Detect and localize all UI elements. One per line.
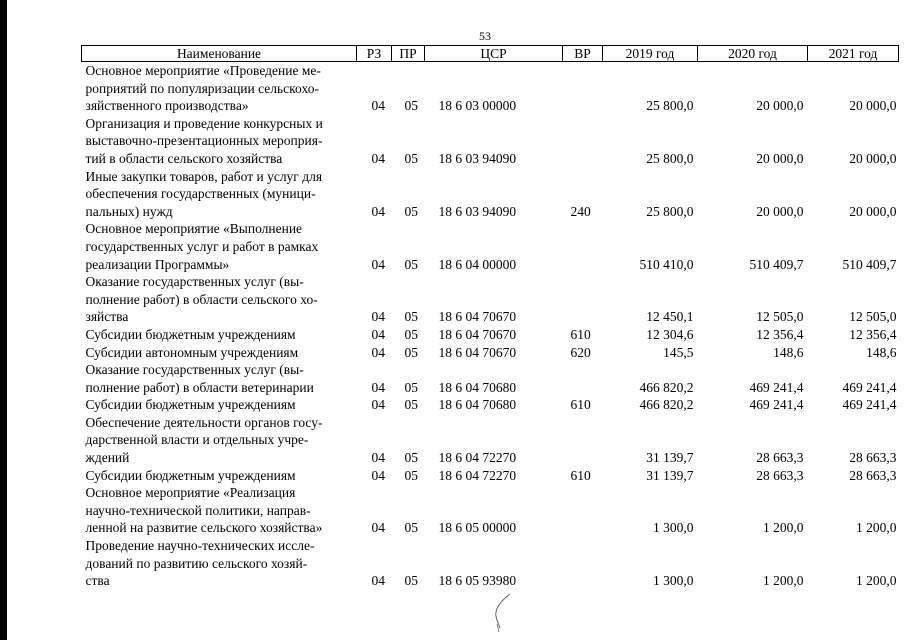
cell-name: Основное мероприятие «Реализация научно-технической политики, направ- ленной на развитие сельского хозяйства» bbox=[85, 485, 323, 536]
cell-2021: 148,6 bbox=[866, 344, 897, 360]
cell-2021: 1 200,0 bbox=[856, 520, 897, 536]
cell-name: Субсидии бюджетным учреждениям bbox=[85, 326, 296, 342]
cell-2019: 466 820,2 bbox=[639, 397, 694, 413]
cell-2019: 12 304,6 bbox=[646, 326, 694, 342]
cell-2020: 28 663,3 bbox=[756, 450, 804, 466]
cell-vr bbox=[563, 220, 603, 273]
cell-rz: 04 bbox=[371, 520, 385, 536]
cell-2020: 12 505,0 bbox=[756, 309, 804, 325]
table-row bbox=[82, 220, 899, 273]
cell-name: Проведение научно-технических иссле- дований по развитию сельского хозяй- ства bbox=[85, 538, 315, 589]
cell-2020: 469 241,4 bbox=[749, 397, 804, 413]
cell-pr: 05 bbox=[404, 450, 418, 466]
cell-vr bbox=[563, 484, 603, 537]
cell-csr: 18 6 04 70670 bbox=[438, 309, 517, 325]
cell-pr: 05 bbox=[404, 467, 418, 483]
cell-2020: 1 200,0 bbox=[763, 520, 804, 536]
cell-2020: 20 000,0 bbox=[756, 203, 804, 219]
cell-csr: 18 6 04 70670 bbox=[438, 326, 517, 342]
cell-2019: 1 300,0 bbox=[653, 520, 694, 536]
cell-2020: 20 000,0 bbox=[756, 98, 804, 114]
cell-rz: 04 bbox=[371, 98, 385, 114]
cell-csr: 18 6 04 72270 bbox=[438, 450, 517, 466]
cell-rz: 04 bbox=[371, 256, 385, 272]
cell-csr: 18 6 03 00000 bbox=[438, 98, 517, 114]
cell-vr bbox=[563, 115, 603, 168]
table-body bbox=[82, 62, 899, 590]
table-header bbox=[82, 46, 899, 62]
cell-name: Обеспечение деятельности органов госу- дарственной власти и отдельных учре- ждений bbox=[85, 414, 323, 466]
cell-name: Иные закупки товаров, работ и услуг для обеспечения государственных (муници- пальных) нужд bbox=[85, 168, 323, 219]
cell-pr: 05 bbox=[404, 150, 418, 166]
cell-vr bbox=[563, 361, 603, 396]
cell-2020: 510 409,7 bbox=[749, 256, 804, 272]
cell-2019: 25 800,0 bbox=[646, 150, 694, 166]
signature-mark bbox=[488, 592, 528, 636]
cell-pr: 05 bbox=[404, 326, 418, 342]
cell-name: Субсидии бюджетным учреждениям bbox=[85, 467, 296, 483]
cell-2021: 12 356,4 bbox=[849, 326, 897, 342]
cell-2021: 469 241,4 bbox=[842, 397, 897, 413]
cell-rz: 04 bbox=[371, 467, 385, 483]
cell-pr: 05 bbox=[404, 520, 418, 536]
cell-rz: 04 bbox=[371, 344, 385, 360]
cell-csr: 18 6 04 00000 bbox=[438, 256, 517, 272]
cell-pr: 05 bbox=[404, 379, 418, 395]
cell-2021: 12 505,0 bbox=[849, 309, 897, 325]
cell-rz: 04 bbox=[371, 326, 385, 342]
cell-2019: 31 139,7 bbox=[646, 467, 694, 483]
cell-2021: 28 663,3 bbox=[849, 467, 897, 483]
table-row bbox=[82, 326, 899, 344]
cell-2019: 1 300,0 bbox=[653, 573, 694, 589]
cell-2021: 20 000,0 bbox=[849, 203, 897, 219]
cell-name: Субсидии бюджетным учреждениям bbox=[85, 397, 296, 413]
cell-vr: 240 bbox=[570, 203, 591, 219]
cell-2021: 20 000,0 bbox=[849, 98, 897, 114]
cell-2021: 20 000,0 bbox=[849, 150, 897, 166]
cell-vr: 610 bbox=[570, 326, 591, 342]
cell-2019: 466 820,2 bbox=[639, 379, 694, 395]
cell-2020: 469 241,4 bbox=[749, 379, 804, 395]
cell-pr: 05 bbox=[404, 309, 418, 325]
cell-name: Основное мероприятие «Проведение ме- роприятий по популяризации сельскохо- зяйственного производства» bbox=[85, 63, 321, 114]
header-name: Наименование bbox=[82, 46, 357, 62]
header-vr: ВР bbox=[563, 46, 603, 62]
table-row bbox=[82, 484, 899, 537]
cell-2020: 12 356,4 bbox=[756, 326, 804, 342]
header-2021: 2021 год bbox=[808, 46, 899, 62]
cell-pr: 05 bbox=[404, 344, 418, 360]
cell-pr: 05 bbox=[404, 573, 418, 589]
cell-csr: 18 6 04 70680 bbox=[438, 397, 517, 413]
cell-vr: 620 bbox=[570, 344, 591, 360]
table-row bbox=[82, 168, 899, 221]
cell-2019: 145,5 bbox=[663, 344, 694, 360]
cell-2020: 28 663,3 bbox=[756, 467, 804, 483]
cell-name: Субсидии автономным учреждениям bbox=[85, 344, 299, 360]
budget-table bbox=[81, 45, 899, 590]
cell-name: Организация и проведение конкурсных и выставочно-презентационных мероприя- тий в области сельского хозяйства bbox=[85, 115, 323, 166]
cell-csr: 18 6 05 00000 bbox=[438, 520, 517, 536]
cell-pr: 05 bbox=[404, 203, 418, 219]
table-row bbox=[82, 62, 899, 115]
cell-vr bbox=[563, 414, 603, 467]
page-number: 53 bbox=[479, 29, 491, 43]
cell-name: Основное мероприятие «Выполнение государственных услуг и работ в рамках реализации Программы» bbox=[85, 221, 319, 272]
table-row bbox=[82, 115, 899, 168]
cell-csr: 18 6 04 70670 bbox=[438, 344, 517, 360]
cell-pr: 05 bbox=[404, 256, 418, 272]
cell-2021: 1 200,0 bbox=[856, 573, 897, 589]
cell-vr: 610 bbox=[570, 467, 591, 483]
cell-2020: 148,6 bbox=[773, 344, 804, 360]
cell-2019: 25 800,0 bbox=[646, 98, 694, 114]
cell-2019: 25 800,0 bbox=[646, 203, 694, 219]
cell-rz: 04 bbox=[371, 203, 385, 219]
cell-2020: 1 200,0 bbox=[763, 573, 804, 589]
cell-rz: 04 bbox=[371, 450, 385, 466]
cell-csr: 18 6 05 93980 bbox=[438, 573, 517, 589]
table-row bbox=[82, 396, 899, 414]
table-row bbox=[82, 273, 899, 326]
header-csr: ЦСР bbox=[425, 46, 563, 62]
cell-csr: 18 6 03 94090 bbox=[438, 203, 517, 219]
cell-name: Оказание государственных услуг (вы- полнение работ) в области сельского хо- зяйства bbox=[85, 274, 318, 325]
table-row bbox=[82, 467, 899, 485]
table-row bbox=[82, 344, 899, 362]
cell-2021: 510 409,7 bbox=[842, 256, 897, 272]
cell-vr bbox=[563, 62, 603, 115]
cell-rz: 04 bbox=[371, 150, 385, 166]
cell-vr bbox=[563, 537, 603, 590]
header-row bbox=[82, 46, 899, 62]
cell-name: Оказание государственных услуг (вы- полнение работ) в области ветеринарии bbox=[85, 362, 314, 395]
cell-2019: 12 450,1 bbox=[646, 309, 694, 325]
cell-2020: 20 000,0 bbox=[756, 150, 804, 166]
cell-vr bbox=[563, 273, 603, 326]
header-2020: 2020 год bbox=[698, 46, 808, 62]
cell-pr: 05 bbox=[404, 397, 418, 413]
cell-csr: 18 6 03 94090 bbox=[438, 150, 517, 166]
table-row bbox=[82, 537, 899, 590]
cell-rz: 04 bbox=[371, 573, 385, 589]
cell-rz: 04 bbox=[371, 397, 385, 413]
cell-2021: 469 241,4 bbox=[842, 379, 897, 395]
header-2019: 2019 год bbox=[603, 46, 698, 62]
cell-pr: 05 bbox=[404, 98, 418, 114]
page-edge-border bbox=[0, 0, 7, 640]
cell-2019: 510 410,0 bbox=[639, 256, 694, 272]
header-pr: ПР bbox=[392, 46, 425, 62]
cell-2021: 28 663,3 bbox=[849, 450, 897, 466]
header-rz: РЗ bbox=[357, 46, 392, 62]
table-row bbox=[82, 361, 899, 396]
table-row bbox=[82, 414, 899, 467]
cell-csr: 18 6 04 72270 bbox=[438, 467, 517, 483]
cell-rz: 04 bbox=[371, 309, 385, 325]
cell-2019: 31 139,7 bbox=[646, 450, 694, 466]
cell-rz: 04 bbox=[371, 379, 385, 395]
cell-vr: 610 bbox=[570, 397, 591, 413]
cell-csr: 18 6 04 70680 bbox=[438, 379, 517, 395]
